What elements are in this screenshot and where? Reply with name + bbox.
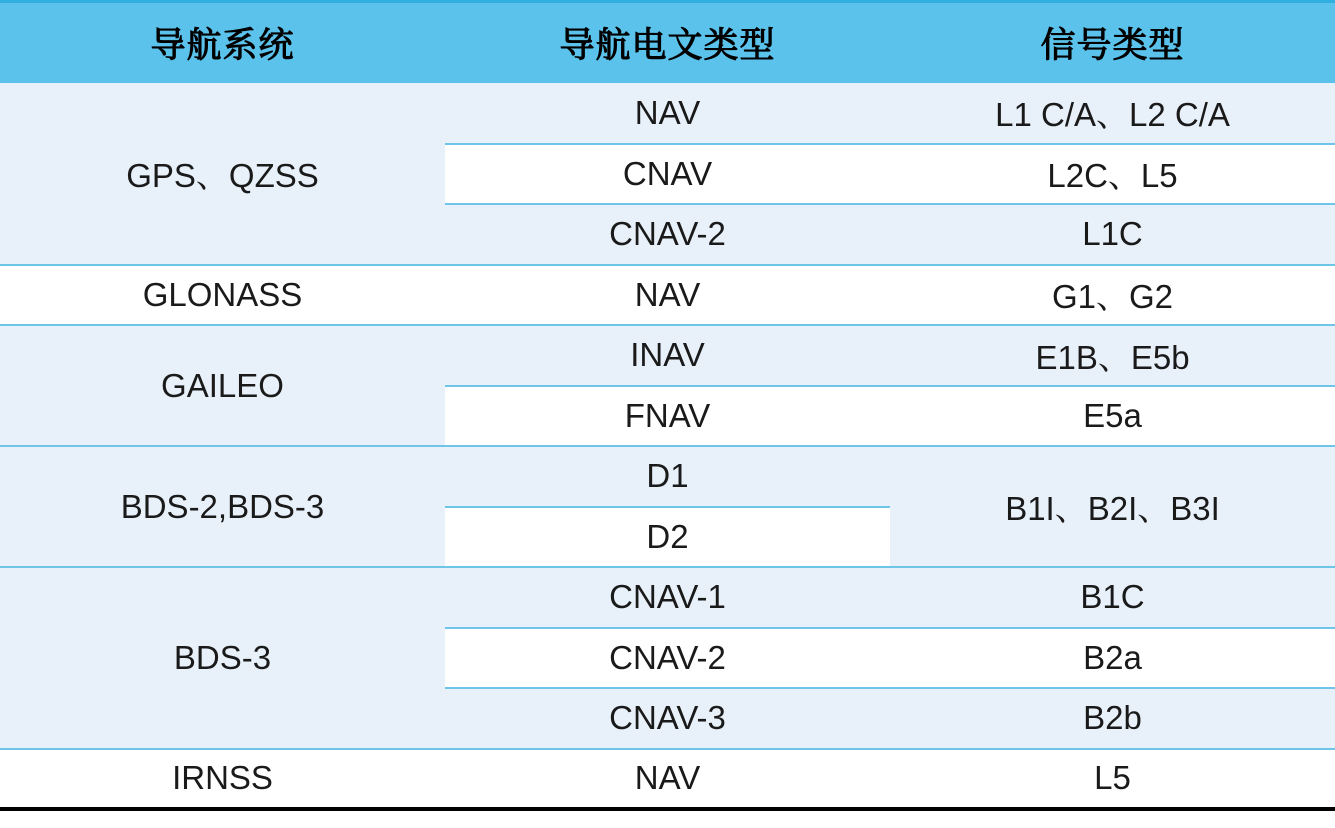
- cell-message-type: FNAV: [445, 386, 890, 447]
- cell-signal-type: E1B、E5b: [890, 325, 1335, 386]
- table-row: [0, 83, 1335, 144]
- header-row: [0, 2, 1335, 84]
- table-row: [0, 265, 1335, 326]
- table-row: [0, 567, 1335, 628]
- table-body: [0, 83, 1335, 809]
- cell-message-type: D1: [445, 446, 890, 507]
- cell-message-type: INAV: [445, 325, 890, 386]
- table-header: [0, 2, 1335, 84]
- cell-message-type: CNAV-1: [445, 567, 890, 628]
- cell-signal-type: B1C: [890, 567, 1335, 628]
- cell-message-type: NAV: [445, 83, 890, 144]
- column-header-signal-type: 信号类型: [890, 2, 1335, 84]
- cell-message-type: D2: [445, 507, 890, 568]
- cell-signal-type: L5: [890, 749, 1335, 810]
- cell-message-type: CNAV-2: [445, 628, 890, 689]
- cell-system: BDS-3: [0, 567, 445, 749]
- cell-signal-type: B1I、B2I、B3I: [890, 446, 1335, 567]
- cell-signal-type: L2C、L5: [890, 144, 1335, 205]
- cell-message-type: NAV: [445, 265, 890, 326]
- column-header-system: 导航系统: [0, 2, 445, 84]
- cell-message-type: CNAV-3: [445, 688, 890, 749]
- cell-message-type: NAV: [445, 749, 890, 810]
- cell-system: GAILEO: [0, 325, 445, 446]
- cell-signal-type: G1、G2: [890, 265, 1335, 326]
- cell-signal-type: L1C: [890, 204, 1335, 265]
- cell-system: BDS-2,BDS-3: [0, 446, 445, 567]
- cell-message-type: CNAV-2: [445, 204, 890, 265]
- cell-system: IRNSS: [0, 749, 445, 810]
- cell-signal-type: B2a: [890, 628, 1335, 689]
- cell-system: GLONASS: [0, 265, 445, 326]
- table-row: [0, 446, 1335, 507]
- cell-signal-type: L1 C/A、L2 C/A: [890, 83, 1335, 144]
- cell-signal-type: E5a: [890, 386, 1335, 447]
- column-header-message-type: 导航电文类型: [445, 2, 890, 84]
- cell-system: GPS、QZSS: [0, 83, 445, 265]
- cell-message-type: CNAV: [445, 144, 890, 205]
- cell-signal-type: B2b: [890, 688, 1335, 749]
- table-row: [0, 325, 1335, 386]
- table-row: [0, 749, 1335, 810]
